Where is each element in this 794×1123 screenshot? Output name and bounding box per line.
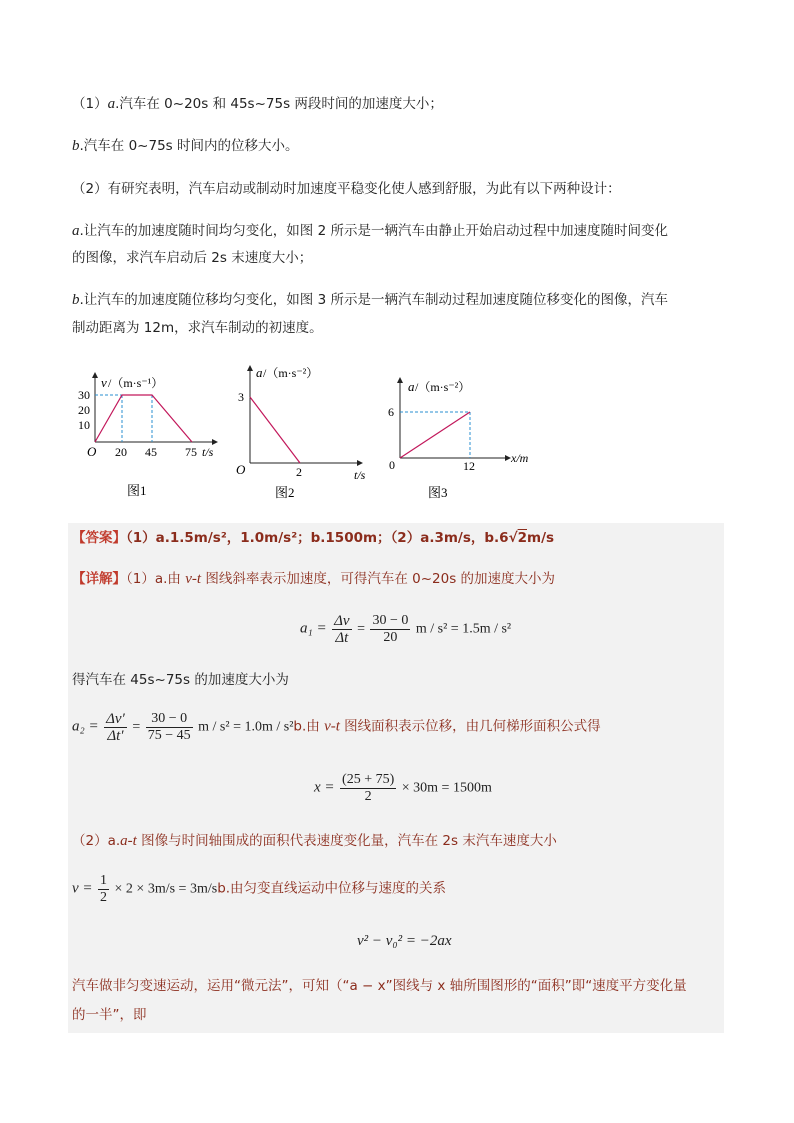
question-1b <box>72 137 299 155</box>
fig1-ytick-10: 10 <box>78 418 90 432</box>
answer-b2-pre: b.6 <box>484 530 509 546</box>
answer-part2: （2） <box>390 530 421 546</box>
equation-2 <box>72 711 601 744</box>
eq2-frac1 <box>104 711 127 744</box>
eq1-frac2 <box>370 613 410 646</box>
fig3-ylabel-var: a <box>408 379 415 394</box>
answer-a2: a.3m/s， <box>420 530 485 546</box>
eq4-lhs: v = <box>72 880 93 897</box>
detail-tag: 【详解】 <box>72 571 126 587</box>
figure-2-at-graph <box>230 360 375 505</box>
answer-line <box>72 529 554 547</box>
question-2a-line1 <box>72 222 668 240</box>
question-1a <box>72 95 443 113</box>
q1b-letter: b <box>72 138 80 154</box>
fig1-origin: O <box>87 444 97 459</box>
fig2-caption: 图2 <box>275 485 295 500</box>
eq3-rhs: × 30m = 1500m <box>401 780 492 796</box>
fig2-xlabel: t/s <box>354 468 366 482</box>
figure-1-vt-graph <box>75 368 225 503</box>
detail-l2-tail-post: 图线面积表示位移，由几何梯形面积公式得 <box>339 718 601 735</box>
fig1-vt-line <box>95 395 192 442</box>
detail-l3-pre: （2）a. <box>72 833 121 849</box>
fig1-xtick-20: 20 <box>115 445 127 459</box>
fig3-xlabel: x/m <box>511 451 529 465</box>
eq1-num1: Δv <box>334 613 350 629</box>
fig3-xtick-12: 12 <box>463 459 475 473</box>
q1a-letter: a <box>107 96 116 112</box>
eq3-frac <box>340 772 396 805</box>
answer-sqrt-sign: √ <box>508 530 518 546</box>
q2a-text: .让汽车的加速度随时间均匀变化，如图 2 所示是一辆汽车由静止开始启动过程中加速度随时间变化 <box>79 223 668 239</box>
detail-l1-pre: （1）a.由 <box>126 571 186 587</box>
eq3-den: 2 <box>364 789 372 804</box>
eq1-den2: 20 <box>383 630 398 645</box>
detail-line-6: 的一半”，即 <box>72 1007 147 1023</box>
fig3-ytick-6: 6 <box>388 405 394 419</box>
fig3-ylabel-unit: /（m·s⁻²） <box>415 380 471 394</box>
fig1-xtick-45: 45 <box>145 445 157 459</box>
eq4-den: 2 <box>100 890 108 905</box>
detail-line-2: 得汽车在 45s~75s 的加速度大小为 <box>72 672 289 688</box>
eq1-den1: Δt <box>335 630 349 646</box>
answer-tag: 【答案】 <box>72 530 126 546</box>
eq2-frac2 <box>146 711 193 744</box>
fig3-caption: 图3 <box>428 485 448 500</box>
eq1-eq: = <box>357 621 365 637</box>
fig3-origin: 0 <box>389 458 395 472</box>
q2b-letter: b <box>72 292 80 308</box>
eq4-num: 1 <box>100 873 108 888</box>
eq2-num1: Δv′ <box>106 711 125 727</box>
q2b-text: .让汽车的加速度随位移均匀变化，如图 3 所示是一辆汽车制动过程加速度随位移变化的图像，汽车 <box>79 292 668 308</box>
eq2-num2: 30 − 0 <box>146 711 193 728</box>
detail-l2-tail-var: v-t <box>324 718 340 735</box>
answer-b2-unit: m/s <box>527 530 555 546</box>
figure-3-ax-graph <box>380 372 545 505</box>
fig2-at-line <box>250 397 300 463</box>
question-2b-line1 <box>72 291 668 309</box>
detail-line-5: 汽车做非匀变速运动，运用“微元法”，可知（“a − x”图线与 x 轴所围图形的“面积”即“速度平方变化量 <box>72 978 687 994</box>
eq2-den1: Δt′ <box>107 728 124 744</box>
eq2-rhs: m / s² = 1.0m / s² <box>198 719 294 735</box>
fig3-ax-line <box>400 412 470 458</box>
fig2-origin: O <box>236 462 246 477</box>
eq2-eq: = <box>132 719 141 735</box>
eq1-num2: 30 − 0 <box>372 613 409 628</box>
question-2a-line2: 的图像，求汽车启动后 2s 末速度大小； <box>72 250 313 266</box>
equation-4 <box>72 873 446 906</box>
q2a-letter: a <box>72 223 80 239</box>
question-2: （2）有研究表明，汽车启动或制动时加速度平稳变化使人感到舒服，为此有以下两种设计： <box>72 181 621 197</box>
eq3-num: (25 + 75) <box>342 772 395 787</box>
eq1-frac1 <box>332 613 351 646</box>
fig1-ytick-30: 30 <box>78 388 90 402</box>
eq1-lhs: a₁ = <box>300 620 327 637</box>
detail-l3-var: a-t <box>120 833 137 849</box>
answer-a1: a.1.5m/s²，1.0m/s²； <box>155 530 311 546</box>
answer-b1: b.1500m； <box>310 530 391 546</box>
q1a-text: .汽车在 0~20s 和 45s~75s 两段时间的加速度大小； <box>115 96 443 112</box>
eq2-den2: 75 − 45 <box>147 728 191 743</box>
detail-l4-tail: b.由匀变直线运动中位移与速度的关系 <box>217 880 447 897</box>
fig2-ytick-3: 3 <box>238 390 244 404</box>
fig2-ylabel-var: a <box>256 365 263 380</box>
eq1-rhs: m / s² = 1.5m / s² <box>415 621 512 637</box>
fig1-ylabel-unit: /（m·s⁻¹） <box>108 376 164 390</box>
equation-1 <box>300 613 511 646</box>
detail-l1-var: v-t <box>185 571 202 587</box>
equation-3 <box>314 772 492 805</box>
fig1-caption: 图1 <box>127 483 147 498</box>
answer-b2-root: 2 <box>517 530 527 546</box>
fig2-xtick-2: 2 <box>296 465 302 479</box>
equation-5: v² − v₀² = −2ax <box>357 933 452 949</box>
fig1-ylabel-var: v <box>101 375 107 390</box>
fig1-xtick-75: 75 <box>185 445 197 459</box>
detail-line-3 <box>72 832 557 850</box>
detail-l1-post: 图线斜率表示加速度，可得汽车在 0~20s 的加速度大小为 <box>201 571 556 587</box>
detail-l2-tail-pre: b.由 <box>293 718 325 735</box>
q1a-prefix: （1） <box>72 96 108 112</box>
q1b-text: .汽车在 0~75s 时间内的位移大小。 <box>79 138 299 154</box>
detail-line-1 <box>72 570 555 588</box>
eq2-lhs: a₂ = <box>72 718 99 735</box>
detail-l3-post: 图像与时间轴围成的面积代表速度变化量，汽车在 2s 末汽车速度大小 <box>136 833 557 849</box>
answer-part1: （1） <box>126 530 156 546</box>
fig1-ytick-20: 20 <box>78 403 90 417</box>
question-2b-line2: 制动距离为 12m，求汽车制动的初速度。 <box>72 320 323 336</box>
eq4-rhs: × 2 × 3m/s = 3m/s <box>114 881 218 897</box>
fig1-xlabel: t/s <box>202 445 214 459</box>
fig2-ylabel-unit: /（m·s⁻²） <box>263 366 319 380</box>
eq3-lhs: x = <box>314 779 335 796</box>
eq4-frac <box>98 873 109 906</box>
